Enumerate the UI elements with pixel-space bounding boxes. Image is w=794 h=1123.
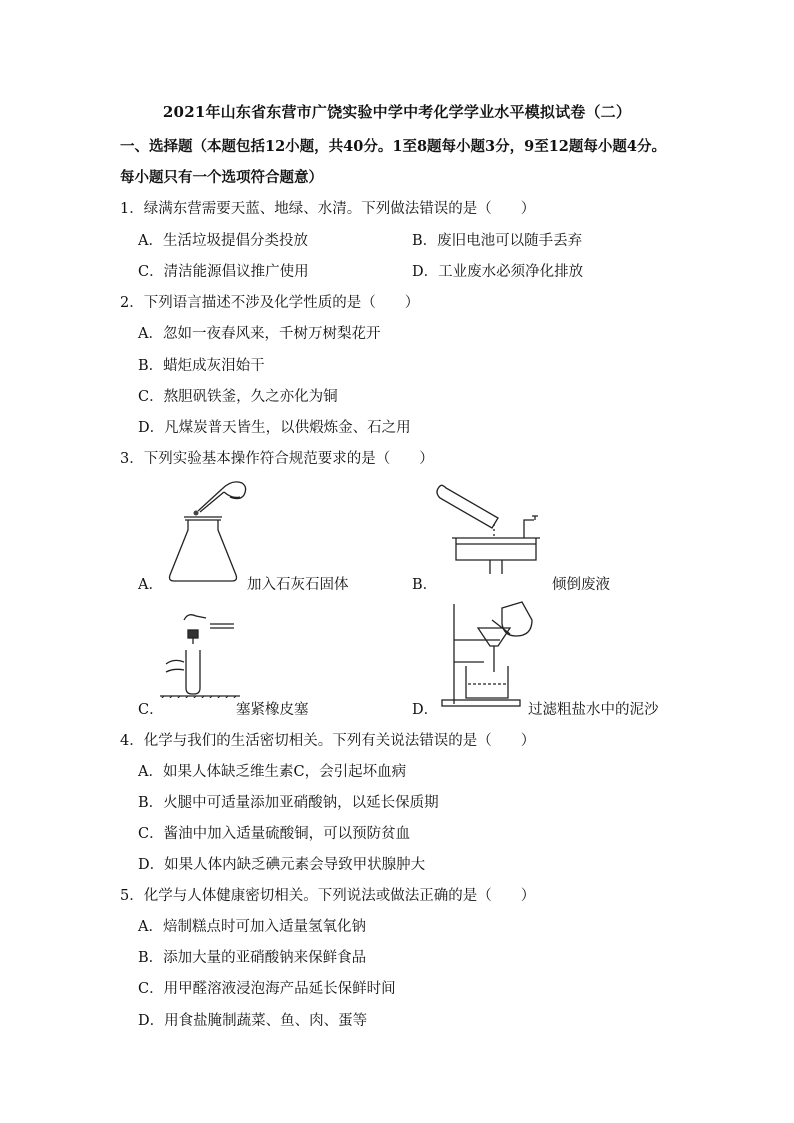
question-3-option-a: A． bbox=[138, 577, 163, 593]
question-1-option-b: B．废旧电池可以随手丢弃 bbox=[412, 233, 583, 249]
question-3-caption-c: 塞紧橡皮塞 bbox=[236, 702, 309, 718]
question-4-option-d: D．如果人体内缺乏碘元素会导致甲状腺肿大 bbox=[138, 857, 426, 873]
question-5-option-b: B．添加大量的亚硝酸钠来保鲜食品 bbox=[138, 950, 367, 966]
question-4-option-c: C．酱油中加入适量硫酸铜，可以预防贫血 bbox=[138, 826, 411, 842]
question-5-option-c: C．用甲醛溶液浸泡海产品延长保鲜时间 bbox=[138, 981, 396, 997]
question-3-option-d: D． bbox=[412, 702, 439, 718]
erlenmeyer-flask-icon bbox=[160, 475, 250, 585]
question-5-stem: 5．化学与人体健康密切相关。下列说法或做法正确的是（ ） bbox=[120, 888, 536, 904]
question-2-option-d: D．凡煤炭普天皆生，以供煅炼金、石之用 bbox=[138, 420, 411, 436]
question-3-caption-d: 过滤粗盐水中的泥沙 bbox=[528, 702, 659, 718]
question-2-option-c: C．熬胆矾铁釜，久之亦化为铜 bbox=[138, 389, 338, 405]
question-1-stem: 1．绿满东营需要天蓝、地绿、水清。下列做法错误的是（ ） bbox=[120, 201, 536, 217]
stopper-test-tube-icon bbox=[160, 608, 240, 698]
exam-title: 2021年山东省东营市广饶实验中学中考化学学业水平模拟试卷（二） bbox=[162, 103, 632, 121]
question-4-option-a: A．如果人体缺乏维生素C，会引起坏血病 bbox=[138, 764, 407, 780]
section-heading-line2: 每小题只有一个选项符合题意） bbox=[120, 169, 323, 186]
question-2-stem: 2．下列语言描述不涉及化学性质的是（ ） bbox=[120, 295, 420, 311]
question-1-option-a: A．生活垃圾提倡分类投放 bbox=[138, 233, 308, 249]
question-5-option-a: A．焙制糕点时可加入适量氢氧化钠 bbox=[138, 919, 366, 935]
question-2-option-b: B．蜡炬成灰泪始干 bbox=[138, 358, 265, 374]
question-3-stem: 3．下列实验基本操作符合规范要求的是（ ） bbox=[120, 451, 434, 467]
test-tube-sink-icon bbox=[432, 478, 552, 578]
question-3-option-b: B． bbox=[412, 577, 438, 593]
question-4-stem: 4．化学与我们的生活密切相关。下列有关说法错误的是（ ） bbox=[120, 733, 536, 749]
question-4-option-b: B．火腿中可适量添加亚硝酸钠，以延长保质期 bbox=[138, 795, 439, 811]
section-heading-line1: 一、选择题（本题包括12小题，共40分。1至8题每小题3分，9至12题每小题4分。 bbox=[120, 138, 666, 155]
question-1-option-c: C．清洁能源倡议推广使用 bbox=[138, 264, 309, 280]
question-3-caption-a: 加入石灰石固体 bbox=[247, 577, 349, 593]
question-5-option-d: D．用食盐腌制蔬菜、鱼、肉、蛋等 bbox=[138, 1013, 368, 1029]
question-3-caption-b: 倾倒废液 bbox=[552, 577, 610, 593]
filtration-stand-icon bbox=[436, 600, 536, 710]
question-3-option-c: C． bbox=[138, 702, 164, 718]
question-2-option-a: A．忽如一夜春风来，千树万树梨花开 bbox=[138, 326, 381, 342]
question-1-option-d: D．工业废水必须净化排放 bbox=[412, 264, 584, 280]
